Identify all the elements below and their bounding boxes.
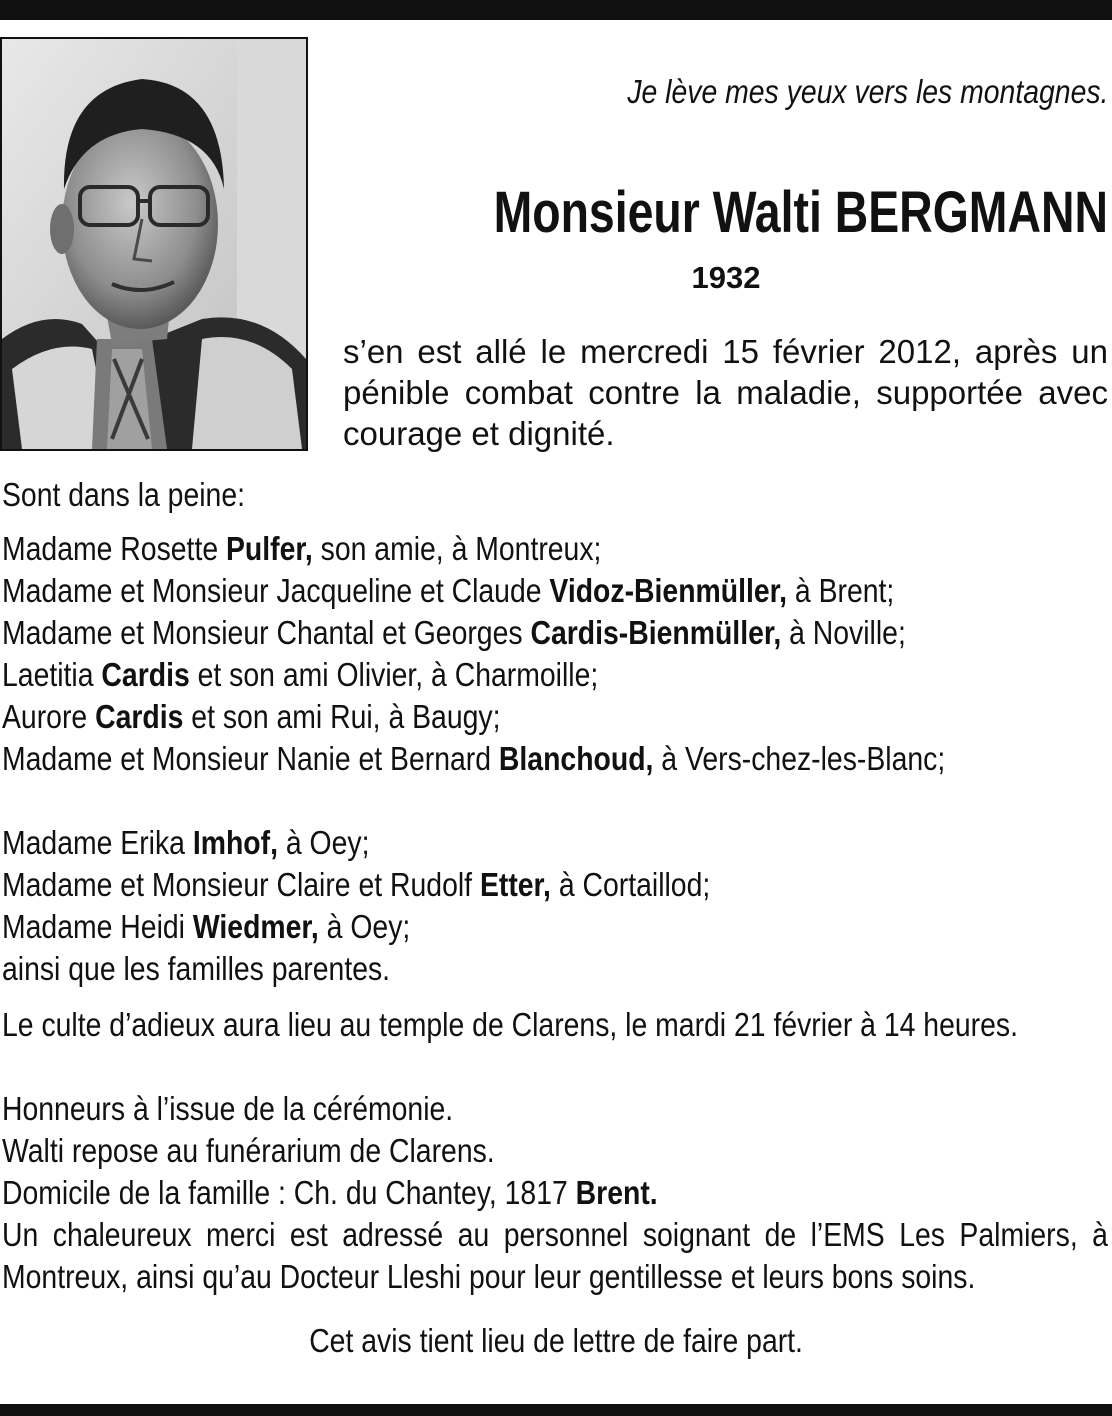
mourner-line: Madame Rosette Pulfer, son amie, à Montreux; xyxy=(2,530,602,567)
mourners-intro: Sont dans la peine: xyxy=(2,476,245,513)
mourner-line: Madame et Monsieur Chantal et Georges Cardis-Bienmüller, à Noville; xyxy=(2,614,906,651)
mourner-line: Madame et Monsieur Claire et Rudolf Etter, à Cortaillod; xyxy=(2,866,711,903)
epigraph: Je lève mes yeux vers les montagnes. xyxy=(626,73,1108,110)
top-rule xyxy=(0,0,1112,20)
mourners-outro: ainsi que les familles parentes. xyxy=(2,950,391,987)
domicile-line: Domicile de la famille : Ch. du Chantey, 1817 Brent. xyxy=(2,1174,658,1211)
portrait-image xyxy=(2,39,306,449)
mourner-line: Laetitia Cardis et son ami Olivier, à Charmoille; xyxy=(2,656,599,693)
thanks-text: Un chaleureux merci est adressé au personnel soignant de l’EMS Les Palmiers, à Montreux, ainsi qu’au Docteur Lleshi pour leur gentillesse et leurs bons soins. xyxy=(2,1216,1108,1295)
rests-text: Walti repose au funérarium de Clarens. xyxy=(2,1132,495,1169)
birth-year: 1932 xyxy=(691,260,761,295)
mourner-line: Madame et Monsieur Jacqueline et Claude Vidoz-Bienmüller, à Brent; xyxy=(2,572,895,609)
announcement-text: s’en est allé le mercredi 15 février 2012, après un pénible combat contre la maladie, supportée avec courage et dignité. xyxy=(343,333,1108,452)
mourner-line: Madame Erika Imhof, à Oey; xyxy=(2,824,370,861)
mourners-intro-block xyxy=(2,474,1108,516)
deceased-name: Monsieur Walti BERGMANN xyxy=(493,180,1108,245)
mourner-line: Madame et Monsieur Nanie et Bernard Blanchoud, à Vers-chez-les-Blanc; xyxy=(2,740,946,777)
bottom-rule xyxy=(0,1404,1112,1416)
mourner-line: Madame Heidi Wiedmer, à Oey; xyxy=(2,908,411,945)
portrait-photo xyxy=(0,37,308,451)
ceremony-info xyxy=(2,1004,1108,1340)
service-text: Le culte d’adieux aura lieu au temple de Clarens, le mardi 21 février à 14 heures. xyxy=(2,1006,1018,1043)
mourners-list xyxy=(2,528,1108,990)
mourner-line: Aurore Cardis et son ami Rui, à Baugy; xyxy=(2,698,501,735)
honours-text: Honneurs à l’issue de la cérémonie. xyxy=(2,1090,454,1127)
closing-text: Cet avis tient lieu de lettre de faire part. xyxy=(309,1322,803,1359)
closing-note xyxy=(0,1320,1112,1362)
death-announcement xyxy=(343,331,1108,454)
